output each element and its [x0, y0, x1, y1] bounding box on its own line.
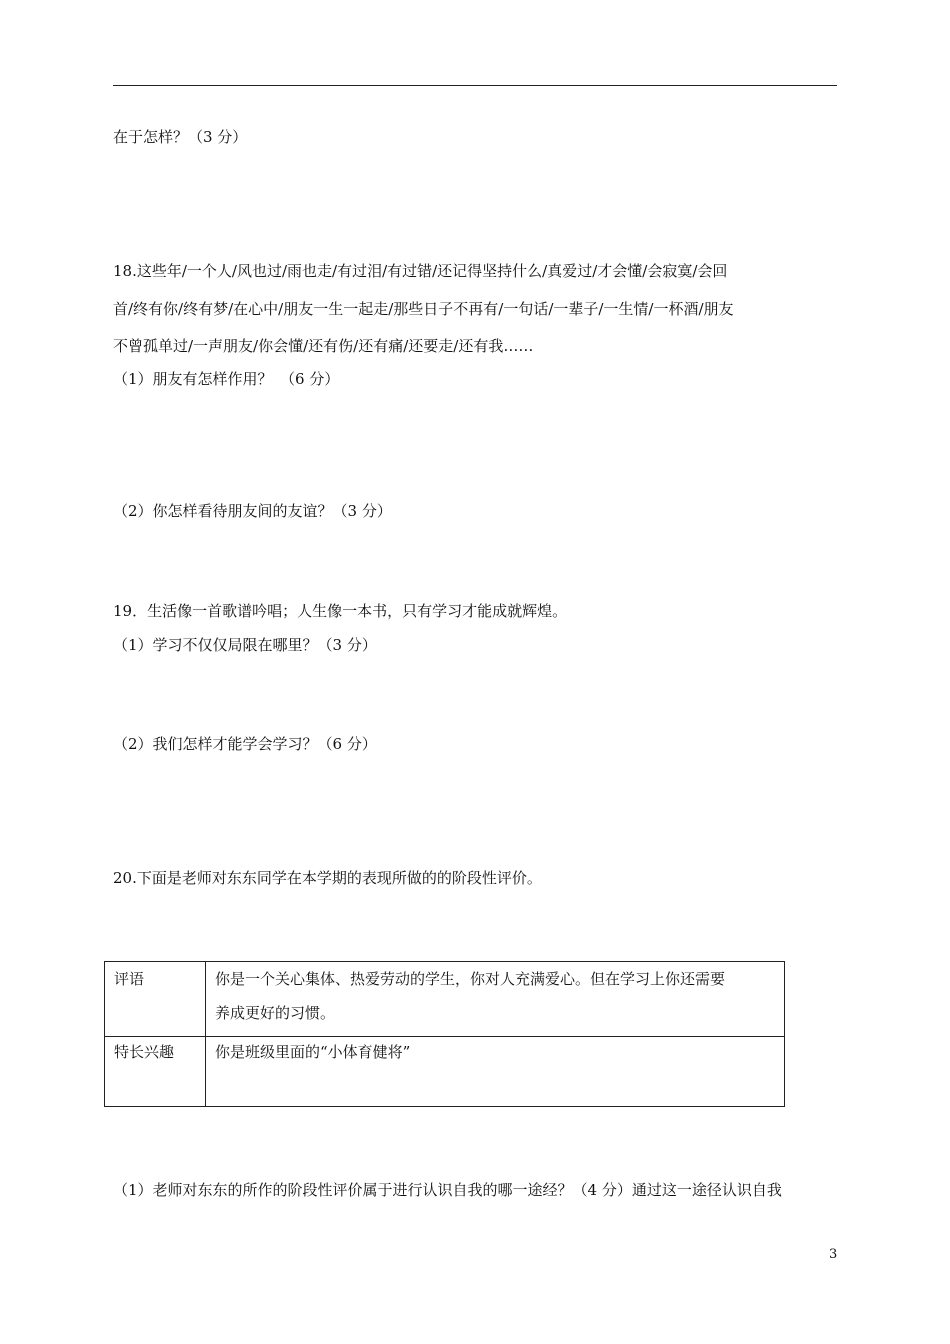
- table-key-cell: 特长兴趣: [105, 1037, 206, 1107]
- q19-sub-1: （1）学习不仅仅局限在哪里？（3 分）: [113, 636, 377, 654]
- q20-sub-1: （1）老师对东东的所作的阶段性评价属于进行认识自我的哪一途经？（4 分）通过这一途径认识自我: [113, 1181, 782, 1199]
- table-value-cell: [206, 1037, 785, 1107]
- q20-stem: 20.下面是老师对东东同学在本学期的表现所做的的阶段性评价。: [113, 869, 542, 887]
- table-key-cell: 评语: [105, 962, 206, 1037]
- table-row: [105, 1037, 785, 1107]
- table-value-line: 养成更好的习惯。: [215, 1004, 336, 1022]
- table-value-cell: [206, 962, 785, 1037]
- page-number: 3: [829, 1247, 838, 1262]
- evaluation-table: [104, 961, 785, 1107]
- q17-tail: 在于怎样？（3 分）: [113, 128, 248, 146]
- header-rule: [113, 85, 837, 86]
- table-value-line: 你是班级里面的“小体育健将”: [215, 1043, 411, 1061]
- table-value-line: 你是一个关心集体、热爱劳动的学生，你对人充满爱心。但在学习上你还需要: [215, 970, 726, 988]
- q19-stem: 19．生活像一首歌谱吟唱；人生像一本书，只有学习才能成就辉煌。: [113, 602, 568, 620]
- table-row: [105, 962, 785, 1037]
- q18-sub-2: （2）你怎样看待朋友间的友谊？（3 分）: [113, 502, 392, 520]
- q18-sub-1: （1）朋友有怎样作用？ （6 分）: [113, 370, 340, 388]
- q18-line-3: 不曾孤单过/一声朋友/你会懂/还有伤/还有痛/还要走/还有我……: [113, 337, 534, 355]
- q18-line-1: 18.这些年/一个人/风也过/雨也走/有过泪/有过错/还记得坚持什么/真爱过/才会懂/会寂寞/会回: [113, 262, 728, 280]
- q19-sub-2: （2）我们怎样才能学会学习？（6 分）: [113, 735, 377, 753]
- q18-line-2: 首/终有你/终有梦/在心中/朋友一生一起走/那些日子不再有/一句话/一辈子/一生情/一杯酒/朋友: [113, 300, 734, 318]
